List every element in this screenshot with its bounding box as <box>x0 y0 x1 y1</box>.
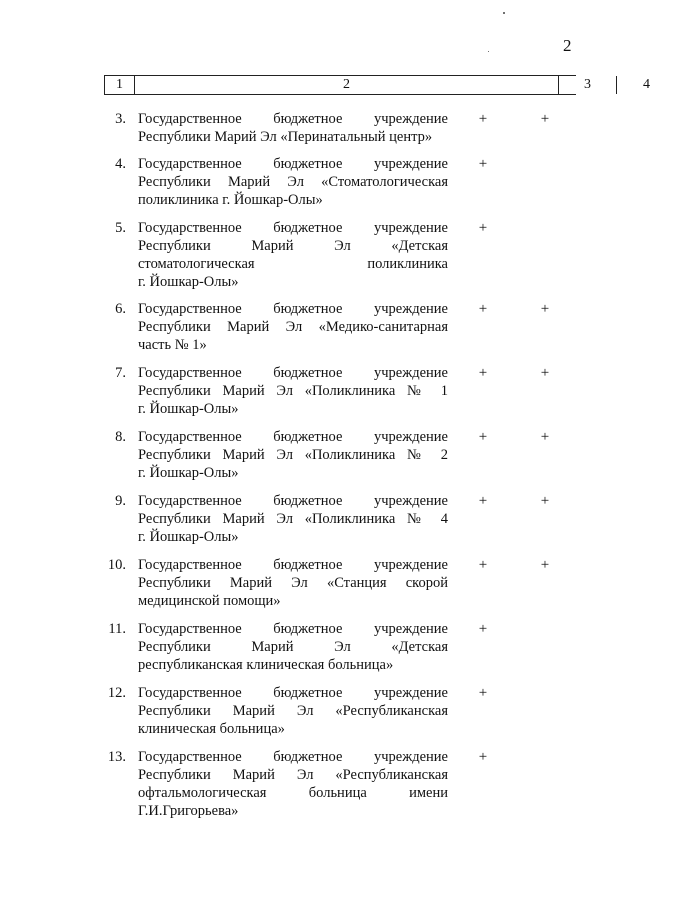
institution-name <box>138 300 448 354</box>
institution-name <box>138 219 448 291</box>
row-number: 12. <box>107 685 126 701</box>
row-number: 8. <box>115 429 126 445</box>
table-row <box>0 219 640 300</box>
column-3-mark: + <box>478 621 488 637</box>
row-number: 10. <box>107 557 126 573</box>
scan-speck <box>488 51 489 52</box>
column-3-mark: + <box>478 220 488 236</box>
table-row <box>0 492 640 556</box>
institution-name-line: офтальмологическая больница имени <box>138 785 448 801</box>
institution-name-line: поликлиника г. Йошкар-Олы» <box>138 192 323 208</box>
institution-name-line: Республики Марий Эл «Поликлиника № 1 <box>138 383 448 399</box>
institution-name-line: республиканская клиническая больница» <box>138 657 394 673</box>
table-row <box>0 684 640 748</box>
institution-name-line: Республики Марий Эл «Поликлиника № 4 <box>138 511 448 527</box>
institution-name-line: Республики Марий Эл «Республиканская <box>138 703 448 719</box>
institution-name-line: г. Йошкар-Олы» <box>138 401 239 417</box>
row-number: 11. <box>108 621 126 637</box>
institution-name-line: медицинской помощи» <box>138 593 281 609</box>
table-header-cell-3: 3 <box>558 76 616 94</box>
column-4-mark: + <box>540 365 550 381</box>
column-3-mark: + <box>478 111 488 127</box>
row-number: 13. <box>107 749 126 765</box>
institution-name <box>138 364 448 418</box>
column-3-mark: + <box>478 365 488 381</box>
institution-name-line: Государственное бюджетное учреждение <box>138 557 448 573</box>
table-row <box>0 110 640 155</box>
column-3-mark: + <box>478 301 488 317</box>
table-row <box>0 748 640 829</box>
institution-name-line: Государственное бюджетное учреждение <box>138 220 448 236</box>
column-3-mark: + <box>478 429 488 445</box>
institution-name-line: Государственное бюджетное учреждение <box>138 749 448 765</box>
institution-name-line: Республики Марий Эл «Медико-санитарная <box>138 319 448 335</box>
scan-speck <box>503 12 505 14</box>
institution-name-line: Г.И.Григорьева» <box>138 803 239 819</box>
institution-name-line: Государственное бюджетное учреждение <box>138 365 448 381</box>
table-header-cell-2: 2 <box>134 76 558 94</box>
institution-name-line: Республики Марий Эл «Стоматологическая <box>138 174 448 190</box>
column-4-mark: + <box>540 493 550 509</box>
table-body <box>0 110 640 829</box>
column-3-mark: + <box>478 749 488 765</box>
column-3-mark: + <box>478 685 488 701</box>
table-row <box>0 300 640 364</box>
institution-name <box>138 155 448 209</box>
column-4-mark: + <box>540 429 550 445</box>
row-number: 9. <box>115 493 126 509</box>
institution-name-line: Государственное бюджетное учреждение <box>138 429 448 445</box>
institution-name-line: стоматологическая поликлиника <box>138 256 448 272</box>
institution-name-line: Государственное бюджетное учреждение <box>138 685 448 701</box>
institution-name-line: Государственное бюджетное учреждение <box>138 621 448 637</box>
institution-name <box>138 748 448 820</box>
table-row <box>0 364 640 428</box>
column-3-mark: + <box>478 493 488 509</box>
column-3-mark: + <box>478 557 488 573</box>
institution-name-line: Республики Марий Эл «Детская <box>138 639 448 655</box>
column-4-mark: + <box>540 111 550 127</box>
institution-name-line: Государственное бюджетное учреждение <box>138 156 448 172</box>
institution-name <box>138 556 448 610</box>
institution-name-line: клиническая больница» <box>138 721 285 737</box>
row-number: 4. <box>115 156 126 172</box>
table-row <box>0 620 640 684</box>
institution-name-line: Республики Марий Эл «Поликлиника № 2 <box>138 447 448 463</box>
table-header-cell-4: 4 <box>616 76 676 94</box>
institution-name-line: часть № 1» <box>138 337 207 353</box>
institution-name-line: Республики Марий Эл «Станция скорой <box>138 575 448 591</box>
institution-name-line: Республики Марий Эл «Республиканская <box>138 767 448 783</box>
institution-name-line: г. Йошкар-Олы» <box>138 274 239 290</box>
table-header-row <box>104 75 650 95</box>
page-number: 2 <box>563 36 572 55</box>
institution-name-line: Республики Марий Эл «Детская <box>138 238 448 254</box>
table-header-cell-1: 1 <box>104 76 134 94</box>
institution-name-line: Государственное бюджетное учреждение <box>138 493 448 509</box>
table-row <box>0 155 640 219</box>
row-number: 7. <box>115 365 126 381</box>
institution-name <box>138 620 448 674</box>
institution-name <box>138 110 448 146</box>
institution-name <box>138 428 448 482</box>
institution-name-line: г. Йошкар-Олы» <box>138 529 239 545</box>
institution-name-line: г. Йошкар-Олы» <box>138 465 239 481</box>
institution-name <box>138 684 448 738</box>
institution-name-line: Республики Марий Эл «Перинатальный центр» <box>138 129 433 145</box>
table-row <box>0 428 640 492</box>
row-number: 3. <box>115 111 126 127</box>
column-4-mark: + <box>540 557 550 573</box>
row-number: 5. <box>115 220 126 236</box>
institution-name-line: Государственное бюджетное учреждение <box>138 301 448 317</box>
institution-name <box>138 492 448 546</box>
table-row <box>0 556 640 620</box>
column-4-mark: + <box>540 301 550 317</box>
institution-name-line: Государственное бюджетное учреждение <box>138 111 448 127</box>
row-number: 6. <box>115 301 126 317</box>
column-3-mark: + <box>478 156 488 172</box>
